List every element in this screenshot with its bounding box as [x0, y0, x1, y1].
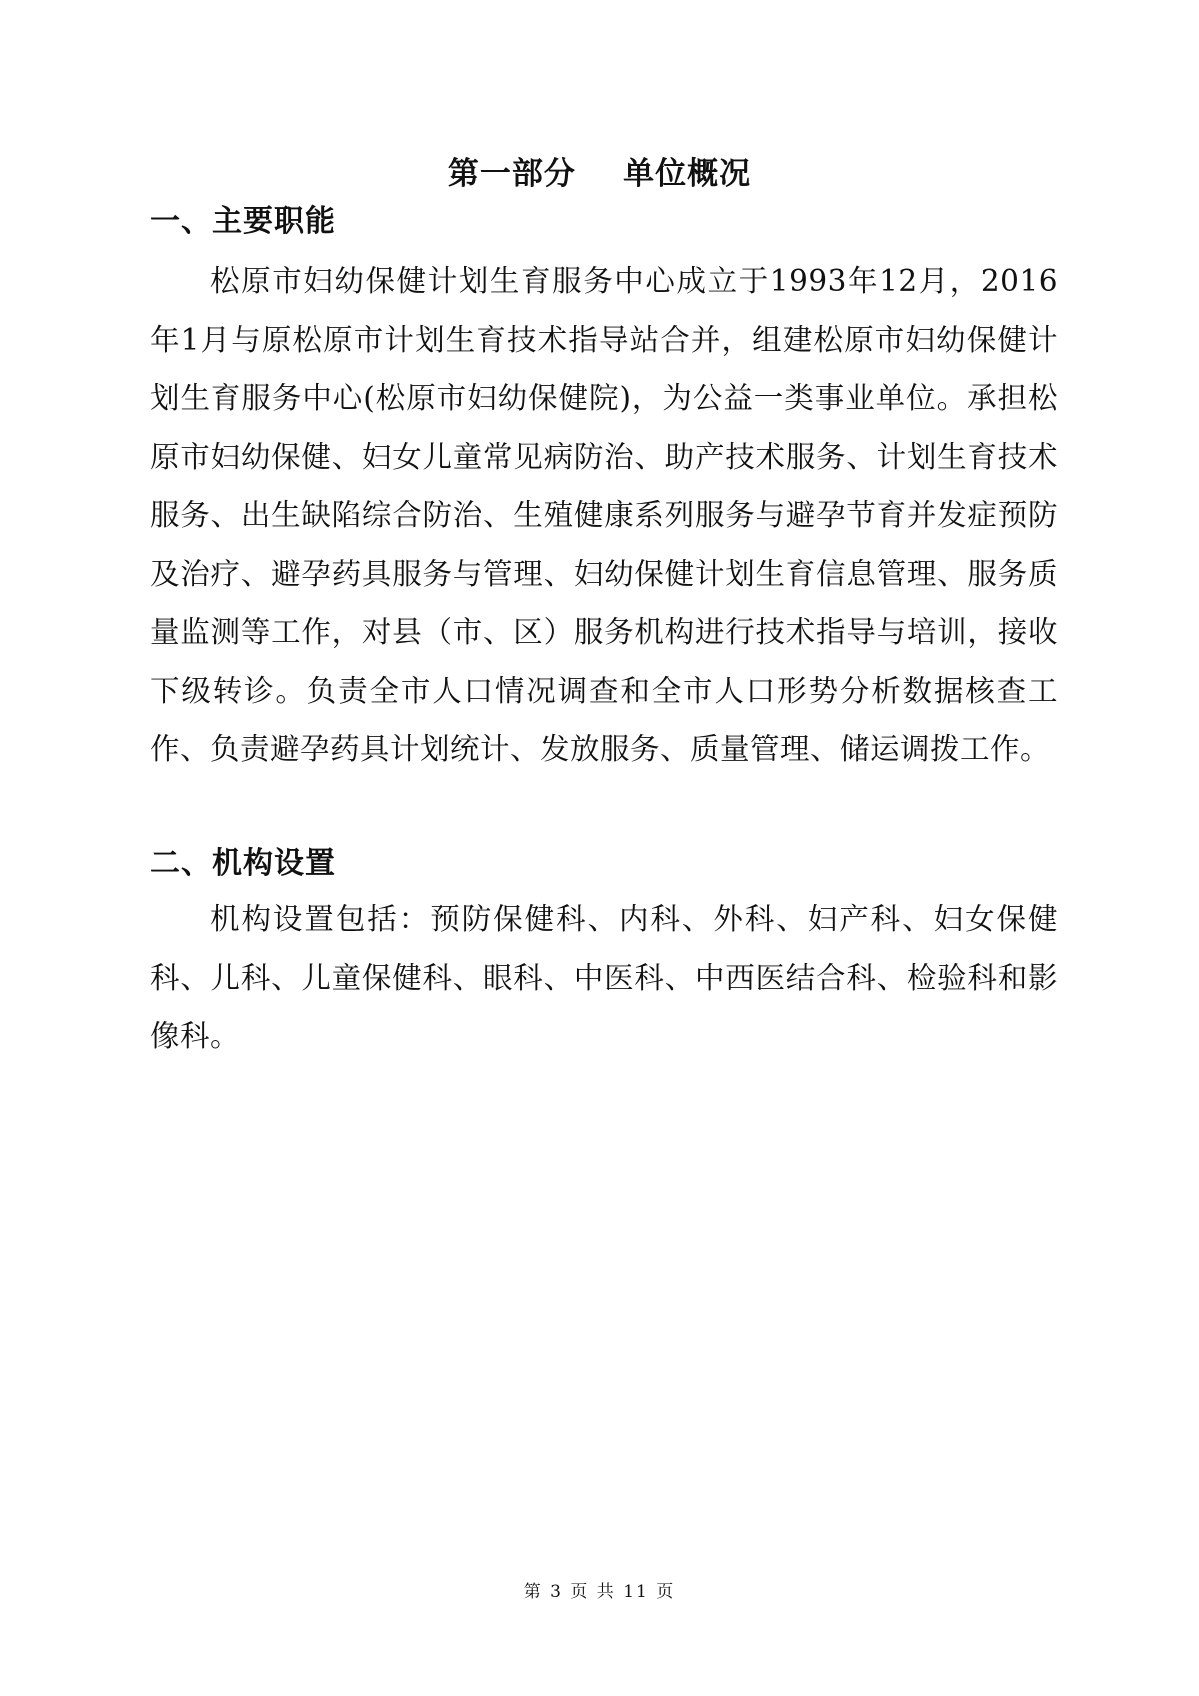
page-footer: 第 3 页 共 11 页: [523, 1582, 676, 1602]
section-heading-main-functions: 一、主要职能: [150, 204, 336, 239]
section-body-main-functions: 松原市妇幼保健计划生育服务中心成立于1993年12月，2016年1月与原松原市计划生育技术指导站合并，组建松原市妇幼保健计划生育服务中心(松原市妇幼保健院)，为公益一类事业单位。承担松原市妇幼保健、妇女儿童常见病防治、助产技术服务、计划生育技术服务、出生缺陷综合防治、生殖健康系列服务与避孕节育并发症预防及治疗、避孕药具服务与管理、妇幼保健计划生育信息管理、服务质量监测等工作，对县（市、区）服务机构进行技术指导与培训，接收下级转诊。负责全市人口情况调查和全市人口形势分析数据核查工作、负责避孕药具计划统计、发放服务、质量管理、储运调拨工作。: [150, 264, 1058, 766]
section-body-organization: 机构设置包括：预防保健科、内科、外科、妇产科、妇女保健科、儿科、儿童保健科、眼科、中医科、中西医结合科、检验科和影像科。: [150, 902, 1058, 1053]
section-heading-organization: 二、机构设置: [150, 846, 336, 881]
page-title: 第一部分 单位概况: [447, 156, 752, 192]
